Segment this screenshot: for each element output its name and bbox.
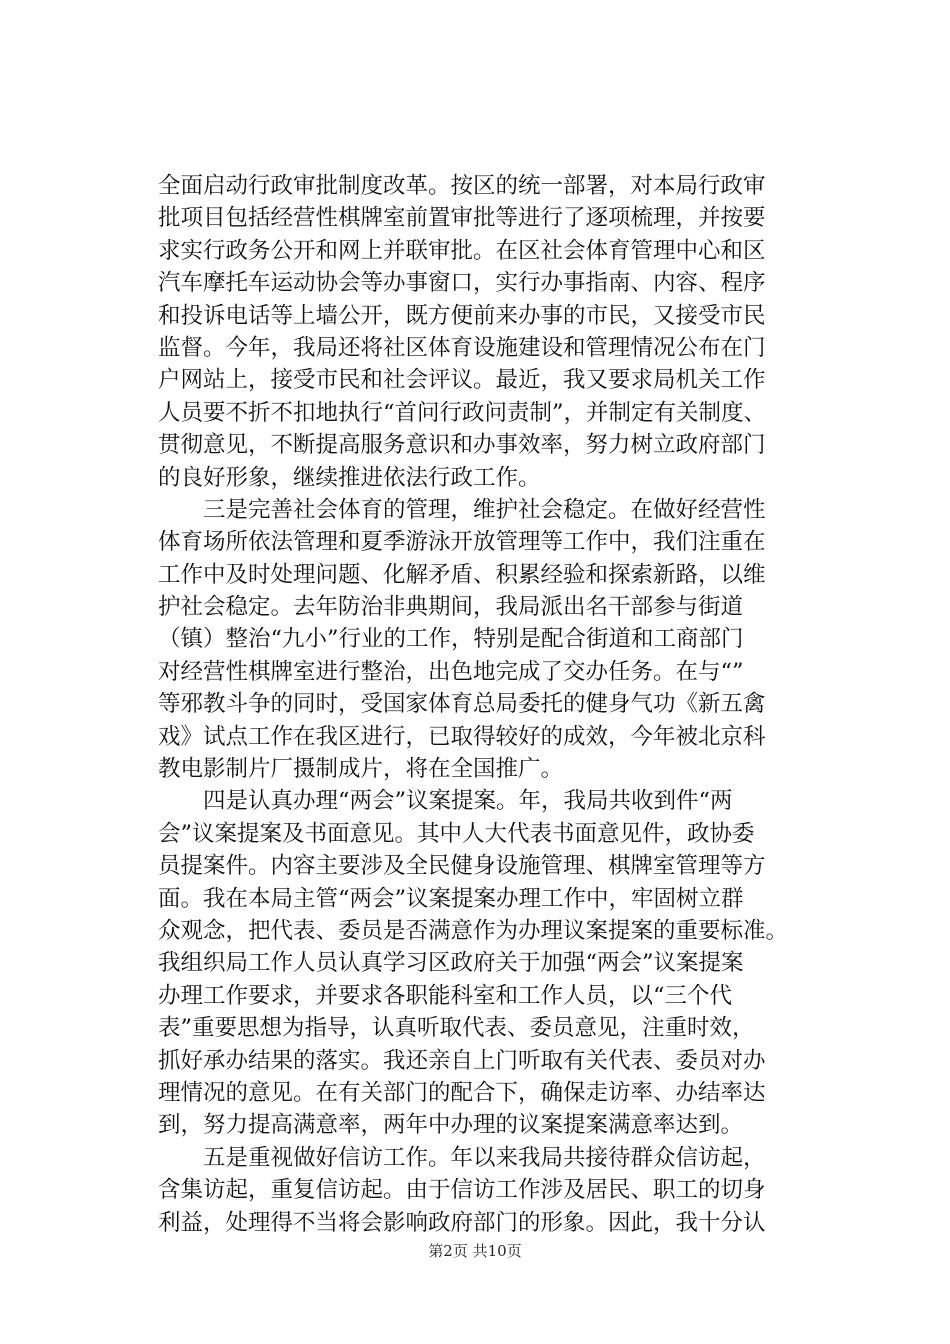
text-line: 户网站上，接受市民和社会评议。最近，我又要求局机关工作 xyxy=(158,367,766,394)
text-line: 汽车摩托车运动协会等办事窗口，实行办事指南、内容、程序 xyxy=(158,270,766,297)
text-line: 批项目包括经营性棋牌室前置审批等进行了逐项梳理，并按要 xyxy=(158,205,766,232)
text-line: 等邪教斗争的同时，受国家体育总局委托的健身气功《新五禽 xyxy=(158,691,766,718)
text-line: 三是完善社会体育的管理，维护社会稳定。在做好经营性 xyxy=(203,496,766,523)
text-line: 的良好形象，继续推进依法行政工作。 xyxy=(158,464,541,491)
text-line: 抓好承办结果的落实。我还亲自上门听取有关代表、委员对办 xyxy=(158,1047,766,1074)
document-body xyxy=(158,170,838,1239)
text-line: 教电影制片厂摄制成片，将在全国推广。 xyxy=(158,756,564,783)
text-line: 面。我在本局主管“两会”议案提案办理工作中，牢固树立群 xyxy=(158,885,744,912)
paragraph xyxy=(158,170,838,494)
text-line: 四是认真办理“两会”议案提案。年，我局共收到件“两 xyxy=(203,788,733,815)
text-line: 利益，处理得不当将会影响政府部门的形象。因此，我十分认 xyxy=(158,1209,766,1236)
text-line: 工作中及时处理问题、化解矛盾、积累经验和探索新路，以维 xyxy=(158,561,766,588)
paragraph xyxy=(158,785,838,1141)
text-line: 贯彻意见，不断提高服务意识和办事效率，努力树立政府部门 xyxy=(158,432,766,459)
text-line: 对经营性棋牌室进行整治，出色地完成了交办任务。在与“” xyxy=(158,658,744,685)
text-line: 到，努力提高满意率，两年中办理的议案提案满意率达到。 xyxy=(158,1112,744,1139)
text-line: 五是重视做好信访工作。年以来我局共接待群众信访起， xyxy=(203,1144,766,1171)
text-line: 众观念，把代表、委员是否满意作为办理议案提案的重要标准。 xyxy=(158,917,789,944)
page-footer: 第2页 共10页 xyxy=(428,1242,522,1260)
text-line: 监督。今年，我局还将社区体育设施建设和管理情况公布在门 xyxy=(158,334,766,361)
text-line: 全面启动行政审批制度改革。按区的统一部署，对本局行政审 xyxy=(158,173,766,199)
text-line: 我组织局工作人员认真学习区政府关于加强“两会”议案提案 xyxy=(158,950,744,977)
text-line: 和投诉电话等上墙公开，既方便前来办事的市民，又接受市民 xyxy=(158,302,766,329)
text-line: 护社会稳定。去年防治非典期间，我局派出名干部参与街道 xyxy=(158,594,744,621)
text-line: 会”议案提案及书面意见。其中人大代表书面意见件，政协委 xyxy=(158,820,755,847)
text-line: 理情况的意见。在有关部门的配合下，确保走访率、办结率达 xyxy=(158,1079,766,1106)
text-line: 戏》试点工作在我区进行，已取得较好的成效，今年被北京科 xyxy=(158,723,766,750)
paragraph xyxy=(158,494,838,786)
paragraph xyxy=(158,1142,838,1239)
text-line: 员提案件。内容主要涉及全民健身设施管理、棋牌室管理等方 xyxy=(158,853,766,880)
text-line: 含集访起，重复信访起。由于信访工作涉及居民、职工的切身 xyxy=(158,1177,766,1204)
text-line: 办理工作要求，并要求各职能科室和工作人员，以“三个代 xyxy=(158,982,733,1009)
text-line: （镇）整治“九小”行业的工作，特别是配合街道和工商部门 xyxy=(158,626,744,653)
text-line: 求实行政务公开和网上并联审批。在区社会体育管理中心和区 xyxy=(158,237,766,264)
text-line: 体育场所依法管理和夏季游泳开放管理等工作中，我们注重在 xyxy=(158,529,766,556)
text-line: 表”重要思想为指导，认真听取代表、委员意见，注重时效， xyxy=(158,1015,755,1042)
text-line: 人员要不折不扣地执行“首问行政问责制”，并制定有关制度、 xyxy=(158,399,767,426)
